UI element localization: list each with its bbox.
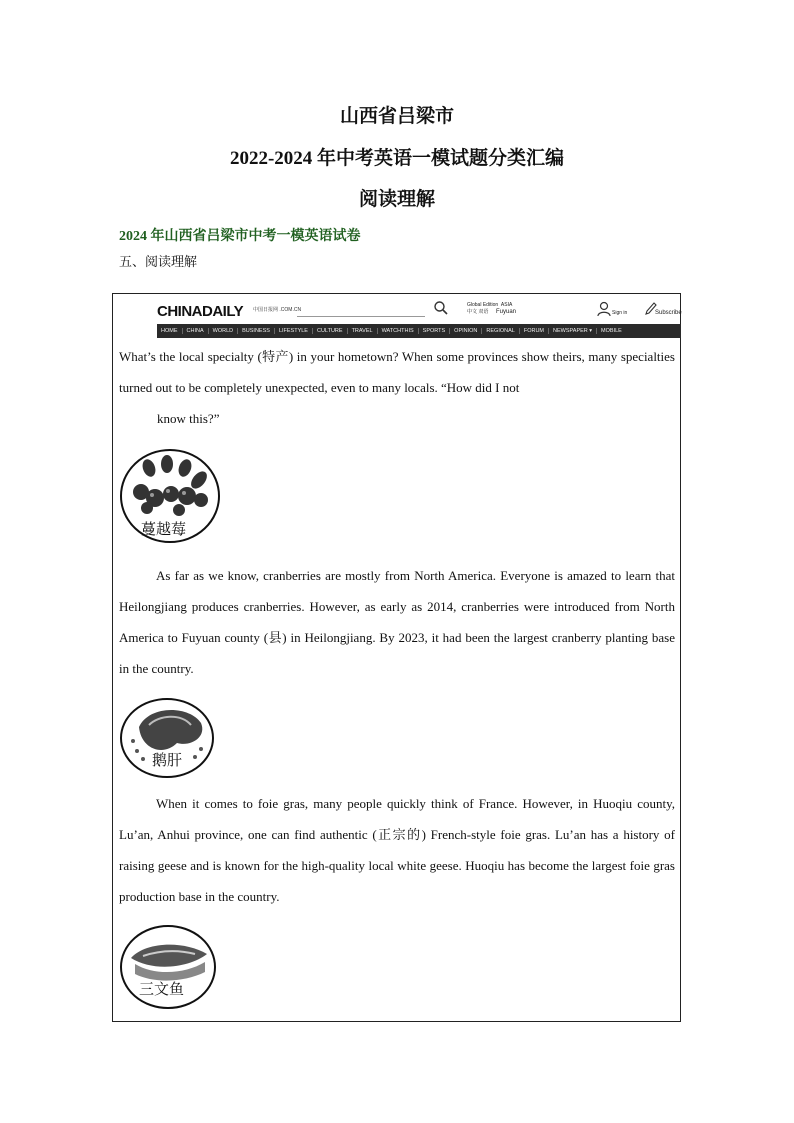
edition-label: Global Edition <box>467 302 499 308</box>
nav-item: CHINA <box>183 328 209 334</box>
nav-item: NEWSPAPER ▾ <box>549 328 597 334</box>
subscribe-link: Subscribe <box>655 310 682 316</box>
doc-title-region: 山西省吕梁市 <box>339 106 454 127</box>
nav-item: SPORTS <box>419 328 451 334</box>
doc-title-main: 2022-2024 年中考英语一模试题分类汇编 <box>229 148 565 169</box>
cranberry-photo <box>119 448 221 544</box>
exam-title: 2024 年山西省吕梁市中考一模英语试卷 <box>119 229 361 244</box>
foie-gras-photo <box>119 697 215 779</box>
nav-item: HOME <box>157 328 183 334</box>
nav-item: CULTURE <box>313 328 348 334</box>
nav-item: WORLD <box>209 328 238 334</box>
chinadaily-logo: CHINADAILY <box>157 303 244 320</box>
search-input <box>297 302 425 317</box>
foie-gras-label: 鹅肝 <box>152 751 183 769</box>
doc-title-topic: 阅读理解 <box>358 189 435 210</box>
foie-gras-paragraph: When it comes to foie gras, many people quickly think of France. However, in Huoqiu county, Lu’an, Anhui province, one can find authentic (正宗的) French-style foie gras. Lu’an has a history of raising geese and is known for the high-quality local white geese. Huoqiu has become the largest foie gras production base in the country. <box>119 796 675 904</box>
edition-name: Fuyuan <box>496 309 517 315</box>
intro-paragraph: What’s the local specialty (特产) in your hometown? When some provinces show theirs, many specialties turned out to be completely unexpected, even to many locals. “How did I not <box>119 349 675 395</box>
search-icon <box>433 300 449 316</box>
site-navbar <box>157 324 681 338</box>
intro-paragraph-continued: know this?” <box>157 411 220 426</box>
section-label: 五、阅读理解 <box>119 255 198 270</box>
nav-item: TRAVEL <box>348 328 378 334</box>
salmon-label: 三文鱼 <box>139 980 185 998</box>
nav-item: REGIONAL <box>482 328 519 334</box>
nav-item: FORUM <box>520 328 549 334</box>
salmon-photo <box>119 924 217 1010</box>
cranberry-label: 蔓越莓 <box>141 520 187 538</box>
nav-item: BUSINESS <box>238 328 275 334</box>
user-icon <box>597 301 611 317</box>
cranberry-paragraph: As far as we know, cranberries are mostly from North America. Everyone is amazed to learn that Heilongjiang produces cranberries. However, as early as 2014, cranberries were introduced from North America to Fuyuan county (县) in Heilongjiang. By 2023, it had been the largest cranberry planting base in the country. <box>119 568 675 676</box>
nav-item: MOBILE <box>601 328 622 334</box>
edition-languages: 中文 双语 <box>467 309 489 315</box>
nav-item: OPINION <box>450 328 482 334</box>
logo-subtitle: 中国日报网 .COM.CN <box>253 307 302 313</box>
nav-item: LIFESTYLE <box>275 328 313 334</box>
edition-region: ASIA <box>500 302 513 308</box>
sign-in-link: Sign in <box>612 310 628 316</box>
chinadaily-masthead <box>157 300 681 342</box>
nav-item: WATCHTHIS <box>378 328 419 334</box>
